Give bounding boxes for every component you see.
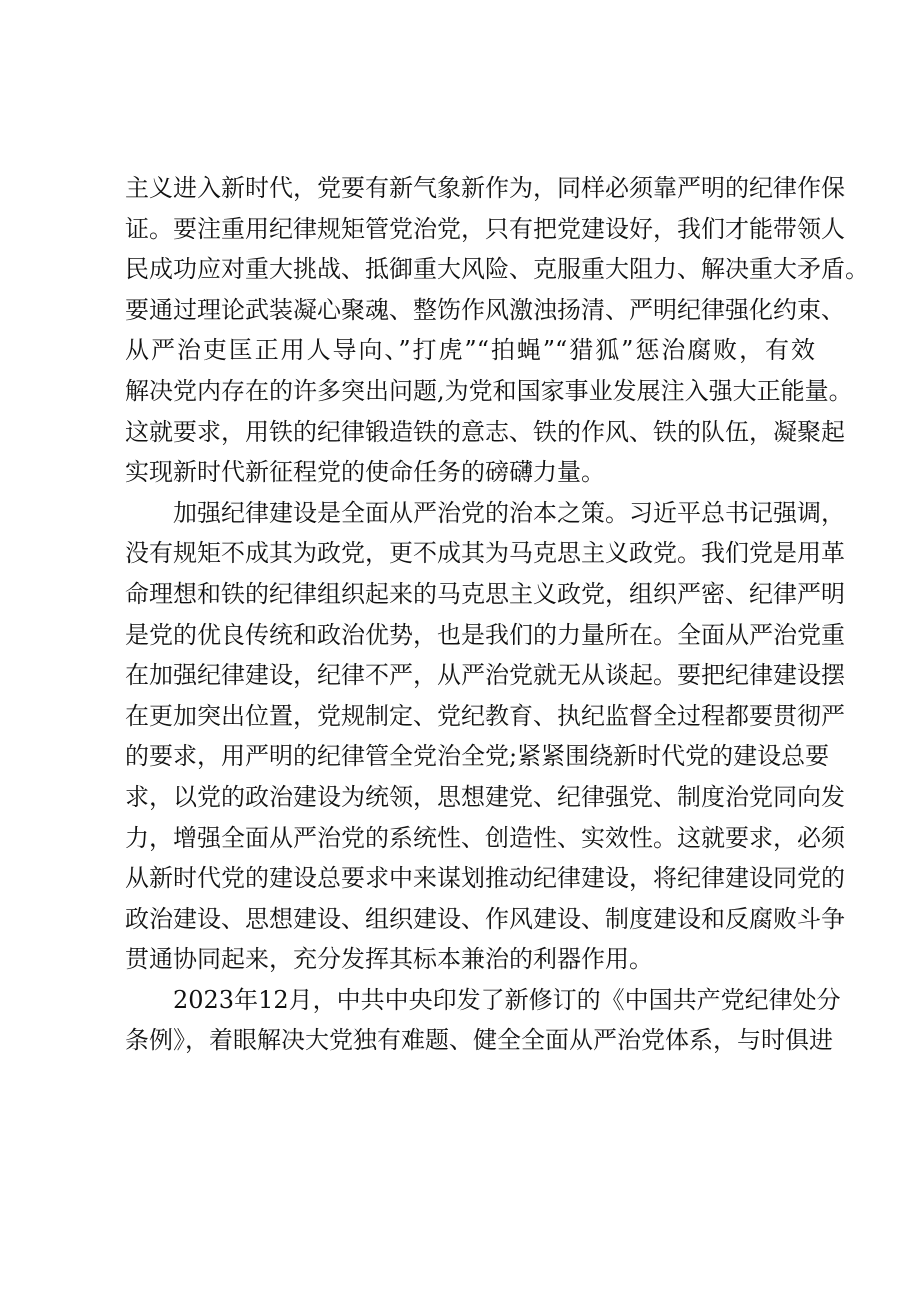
paragraph-2-line: 政治建设、思想建设、组织建设、作风建设、制度建设和反腐败斗争 [125,904,845,933]
paragraph-2-line: 力，增强全面从严治党的系统性、创造性、实效性。这就要求，必须 [125,823,845,852]
paragraph-2-line: 没有规矩不成其为政党，更不成其为马克思主义政党。我们党是用革 [125,539,845,568]
paragraph-2-line: 的要求，用严明的纪律管全党治全党;紧紧围绕新时代党的建设总要 [125,742,830,771]
paragraph-1-line: 实现新时代新征程党的使命任务的磅礴力量。 [125,458,605,487]
paragraph-1-line: 主义进入新时代，党要有新气象新作为，同样必须靠严明的纪律作保 [125,174,845,202]
paragraph-2-line: 在加强纪律建设，纪律不严，从严治党就无从谈起。要把纪律建设摆 [125,661,845,690]
paragraph-1-line: 这就要求，用铁的纪律锻造铁的意志、铁的作风、铁的队伍，凝聚起 [125,417,845,446]
paragraph-1-line: 民成功应对重大挑战、抵御重大风险、克服重大阻力、解决重大矛盾。 [125,255,869,284]
body-text [125,168,869,1061]
paragraph-3-line: 条例》，着眼解决大党独有难题、健全全面从严治党体系，与时俱进 [125,1026,833,1055]
paragraph-2-line: 贯通协同起来，充分发挥其标本兼治的利器作用。 [125,945,653,974]
paragraph-1-line: 要通过理论武装凝心聚魂、整饬作风激浊扬清、严明纪律强化约束、 [125,295,845,324]
paragraph-2-line: 是党的优良传统和政治优势，也是我们的力量所在。全面从严治党重 [125,620,845,649]
paragraph-2-line: 在更加突出位置，党规制定、党纪教育、执纪监督全过程都要贯彻严 [125,701,845,730]
paragraph-2-line: 加强纪律建设是全面从严治党的治本之策。习近平总书记强调， [173,498,845,527]
paragraph-2-line: 命理想和铁的纪律组织起来的马克思主义政党，组织严密、纪律严明 [125,579,845,608]
paragraph-1-line: 解决党内存在的许多突出问题,为党和国家事业发展注入强大正能量。 [125,376,853,405]
paragraph-3-line: 2023年12月，中共中央印发了新修订的《中国共产党纪律处分 [173,985,841,1014]
paragraph-1-line: 从严治吏匡正用人导向、”打虎”“拍蝇”“猎狐”惩治腐败，有效 [125,336,815,365]
paragraph-1-line: 证。要注重用纪律规矩管党治党，只有把党建设好，我们才能带领人 [125,214,845,243]
paragraph-2-line: 求，以党的政治建设为统领，思想建党、纪律强党、制度治党同向发 [125,782,845,811]
paragraph-2-line: 从新时代党的建设总要求中来谋划推动纪律建设，将纪律建设同党的 [125,864,845,893]
